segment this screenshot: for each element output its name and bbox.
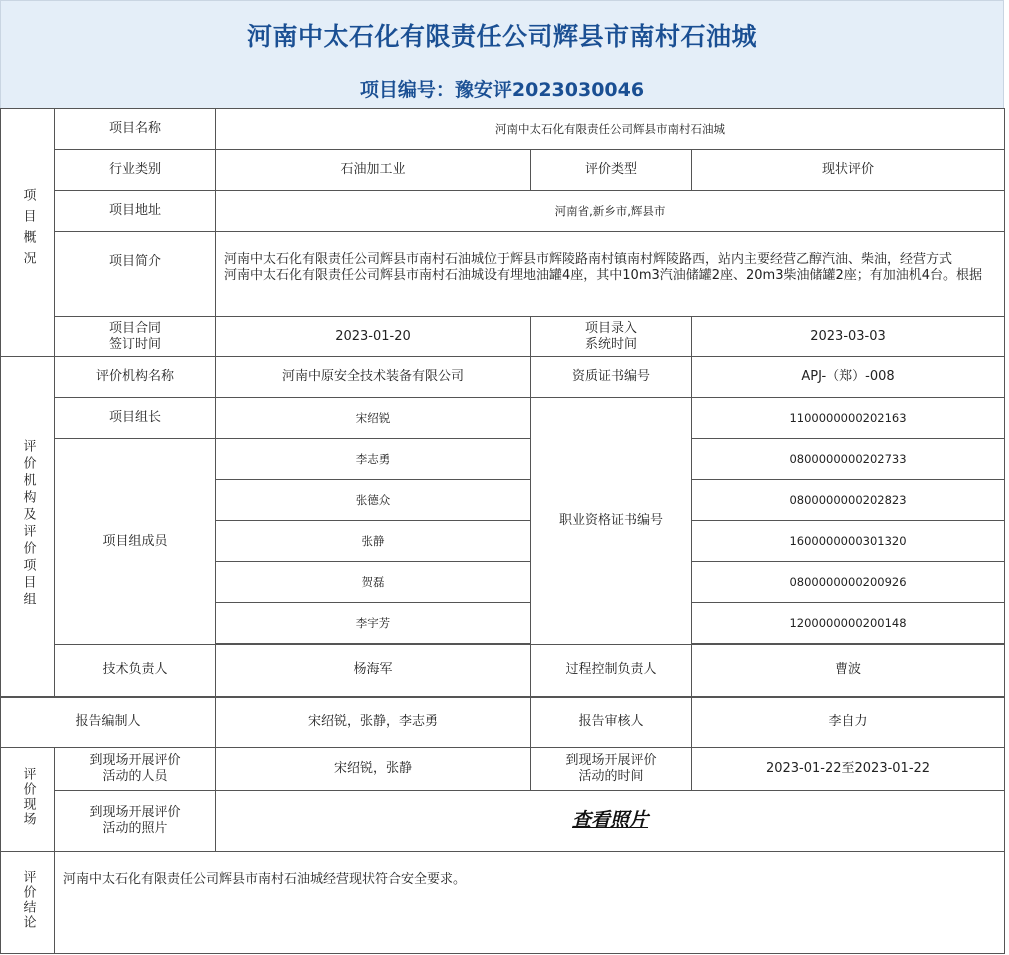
cert-value: APJ-（郑）-008 [692, 357, 1005, 398]
site-time-label-2: 活动的时间 [578, 769, 644, 784]
report-header [0, 0, 1004, 108]
eval-type-label: 评价类型 [531, 150, 692, 191]
entry-time-label-2: 系统时间 [584, 336, 637, 352]
report-author-label: 报告编制人 [1, 697, 216, 748]
industry-label: 行业类别 [55, 150, 216, 191]
site-photo-label-1: 到现场开展评价 [89, 805, 181, 820]
tech-lead-label: 技术负责人 [55, 645, 216, 697]
section-conclusion-label [1, 852, 55, 954]
member-cert: 0800000000202733 [692, 439, 1005, 480]
page-title: 河南中太石化有限责任公司辉县市南村石油城 [246, 22, 757, 51]
intro-line-2: 河南中太石化有限责任公司辉县市南村石油城设有埋地油罐4座，其中10m3汽油储罐2座、20m3柴油储罐2座；有加油机4台。根据 [224, 268, 983, 283]
section-overview-label [1, 109, 55, 357]
site-time-label-1: 到现场开展评价 [565, 753, 657, 768]
section-org-label [1, 357, 55, 697]
contract-time-label-1: 项目合同 [108, 320, 161, 336]
member-name: 张德众 [216, 480, 531, 521]
site-photo-cell [216, 791, 1005, 852]
site-people-value: 宋绍锐，张静 [216, 748, 531, 791]
site-time-value: 2023-01-22至2023-01-22 [692, 748, 1005, 791]
member-name: 张静 [216, 521, 531, 562]
tech-lead-value: 杨海军 [216, 645, 531, 697]
project-code: 项目编号：豫安评2023030046 [359, 79, 645, 101]
section-org-text: 评价机构及评价项目组 [20, 438, 36, 609]
org-name-label: 评价机构名称 [55, 357, 216, 398]
org-name-value: 河南中原安全技术装备有限公司 [216, 357, 531, 398]
process-lead-value: 曹波 [692, 645, 1005, 697]
qual-cert-label: 职业资格证书编号 [531, 398, 692, 645]
member-name: 贺磊 [216, 562, 531, 603]
intro-line-1: 河南中太石化有限责任公司辉县市南村石油城位于辉县市辉陵路南村镇南村辉陵路西，站内主要经营乙醇汽油、柴油，经营方式 [224, 252, 953, 267]
project-info-table [0, 108, 1005, 954]
conclusion-value: 河南中太石化有限责任公司辉县市南村石油城经营现状符合安全要求。 [55, 852, 1005, 954]
address-label: 项目地址 [55, 191, 216, 232]
members-label: 项目组成员 [55, 439, 216, 645]
industry-value: 石油加工业 [216, 150, 531, 191]
entry-time-value: 2023-03-03 [692, 317, 1005, 357]
report-reviewer-label: 报告审核人 [531, 697, 692, 748]
view-photos-link[interactable]: 查看照片 [572, 808, 649, 831]
section-site-label [1, 748, 55, 852]
contract-time-value: 2023-01-20 [216, 317, 531, 357]
section-overview-text: 项目概况 [20, 188, 36, 272]
project-name-value: 河南中太石化有限责任公司辉县市南村石油城 [216, 109, 1005, 150]
site-photo-label [55, 791, 216, 852]
entry-time-label [531, 317, 692, 357]
project-name-label: 项目名称 [55, 109, 216, 150]
intro-value [216, 232, 1005, 317]
contract-time-label [55, 317, 216, 357]
report-reviewer-value: 李自力 [692, 697, 1005, 748]
eval-type-value: 现状评价 [692, 150, 1005, 191]
leader-label: 项目组长 [55, 398, 216, 439]
entry-time-label-1: 项目录入 [584, 320, 637, 336]
site-photo-label-2: 活动的照片 [102, 821, 168, 836]
intro-label: 项目简介 [55, 232, 216, 317]
member-cert: 0800000000200926 [692, 562, 1005, 603]
member-cert: 1200000000200148 [692, 603, 1005, 644]
section-site-text: 评价现场 [20, 767, 36, 827]
member-cert: 0800000000202823 [692, 480, 1005, 521]
site-people-label-1: 到现场开展评价 [89, 753, 181, 768]
report-author-value: 宋绍锐，张静，李志勇 [216, 697, 531, 748]
member-name: 宋绍锐 [216, 398, 531, 439]
member-cert: 1100000000202163 [692, 398, 1005, 439]
site-people-label [55, 748, 216, 791]
process-lead-label: 过程控制负责人 [531, 645, 692, 697]
cert-label: 资质证书编号 [531, 357, 692, 398]
member-name: 李志勇 [216, 439, 531, 480]
member-name: 李宇芳 [216, 603, 531, 644]
section-conclusion-text: 评价结论 [20, 870, 36, 930]
address-value: 河南省,新乡市,辉县市 [216, 191, 1005, 232]
site-people-label-2: 活动的人员 [102, 769, 168, 784]
site-time-label [531, 748, 692, 791]
contract-time-label-2: 签订时间 [108, 336, 161, 352]
member-cert: 1600000000301320 [692, 521, 1005, 562]
